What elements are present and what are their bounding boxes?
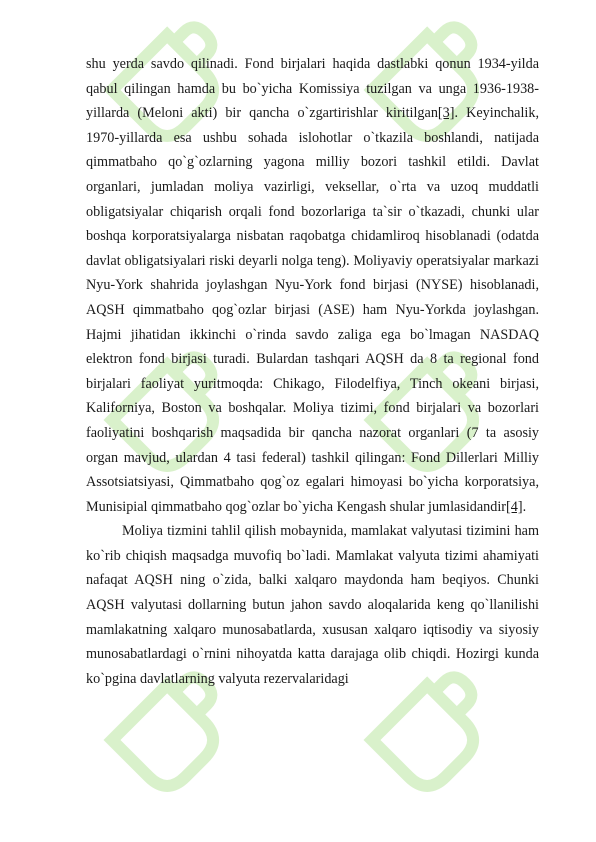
footnote-link[interactable]: [4]: [506, 498, 523, 515]
footnote-link[interactable]: [3]: [437, 105, 455, 122]
paragraph: [86, 52, 539, 519]
paragraph: [86, 519, 539, 691]
text-span: Moliya tizmini tahlil qilish mobaynida, mamlakat valyutasi tizimini ham ko`rib chiqish maqsadga muvofiq bo`ladi. Mamlakat valyuta tizimi ahamiyati nafaqat AQSH ning o`zida, balki xalqaro maydonda ham beqiyos. Chunki AQSH valyutasi dollarning butun jahon savdo aloqalarida keng qo`llanilishi mamlakatning xalqaro munosabatlarda, xususan xalqaro iqtisodiy va siyosiy munosabatlardagi o`rnini nihoyatda katta darajaga olib chiqdi. Hozirgi kunda ko`pgina davlatlarning valyuta rezervalaridagi: [86, 523, 539, 687]
text-span: .: [522, 498, 527, 515]
text-span: . Keyinchalik, 1970-yillarda esa ushbu sohada islohotlar o`tkazila boshlandi, natijada qimmatbaho qo`g`ozlarning yagona milliy bozori tashkil etildi. Davlat organlari, jumladan moliya vazirligi, veksellar, o`rta va uzoq muddatli obligatsiyalar chiqarish orqali fond bozorlariga ta`sir o`tkazadi, chunki ular boshqa korporatsiyalarga nisbatan raqobatga chidamliroq hisoblanadi (odatda davlat obligatsiyalari riski deyarli nolga teng). Moliyaviy operatsiyalar markazi Nyu-York shahrida joylashgan Nyu-York fond birjasi (NYSE) hisoblanadi, AQSH qimmatbaho qog`ozlar birjasi (ASE) ham Nyu-Yorkda joylashgan. Hajmi jihatidan ikkinchi o`rinda savdo zaliga ega bo`lmagan NASDAQ elektron fond birjasi turadi. Bulardan tashqari AQSH da 8 ta regional fond birjalari faoliyat yuritmoqda: Chikago, Filodelfiya, Tinch okeani birjasi, Kaliforniya, Boston va boshqalar. Moliya tizimi, fond birjalari va bozorlari faoliyatini boshqarish maqsadida bir qancha nazorat organlari (7 ta asosiy organ mavjud, ulardan 4 tasi federal) tashkil qilingan: Fond Dillerlari Milliy Assotsiatsiyasi, Qimmatbaho qog`oz egalari himoyasi bo`yicha korporatsiya, Munisipial qimmatbaho qog`ozlar bo`yicha Kengash shular jumlasidandir: [86, 105, 539, 515]
text-span: shu yerda savdo qilinadi. Fond birjalari haqida dastlabki qonun 1934-yilda qabul qilingan hamda bu bo`yicha Komissiya tuzilgan va unga 1936-1938-yillarda (Meloni akti) bir qancha o`zgartirishlar kiritilgan: [86, 56, 539, 122]
body-text: [86, 52, 539, 691]
